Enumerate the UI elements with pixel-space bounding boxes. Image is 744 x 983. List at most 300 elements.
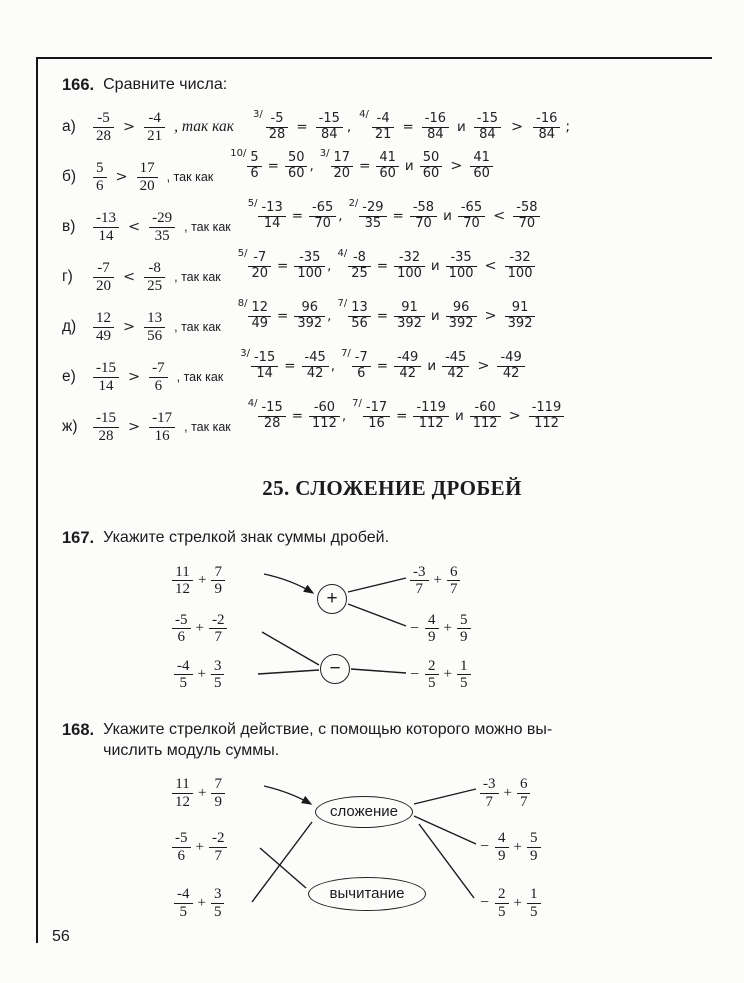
minus-sign-circle — [320, 654, 350, 684]
multiplier-mark: 7/ — [337, 298, 348, 310]
page-content — [62, 74, 722, 946]
handwritten-fraction — [497, 351, 524, 381]
handwritten-work — [240, 348, 524, 381]
printed-fraction — [149, 410, 175, 445]
fraction-denominator: 100 — [507, 265, 533, 281]
plus-sign: + — [198, 572, 207, 589]
handwritten-fraction — [422, 112, 449, 142]
line-minus-to-right3 — [351, 669, 406, 673]
fraction-denominator: 14 — [256, 365, 273, 381]
handwritten-work — [230, 148, 493, 181]
and-word: и — [454, 408, 464, 425]
handwritten-work — [247, 398, 564, 431]
fraction-denominator: 100 — [297, 265, 323, 281]
because-text: , так как — [184, 220, 231, 235]
printed-fraction — [172, 830, 191, 865]
handwritten-fraction — [294, 301, 325, 331]
handwritten-fraction — [446, 301, 477, 331]
addition-label: сложение — [330, 803, 398, 821]
fraction-numerator: 5 — [247, 151, 261, 167]
fraction-denominator: 25 — [147, 277, 163, 294]
fraction-denominator: 7 — [214, 847, 222, 864]
printed-fraction — [211, 886, 225, 921]
because-text: , так как — [174, 118, 235, 136]
fraction-sum-left-1 — [172, 776, 225, 811]
because-text: , так как — [166, 170, 214, 185]
plus-symbol: + — [326, 587, 338, 609]
handwritten-fraction — [372, 112, 395, 142]
printed-fraction — [425, 658, 439, 693]
handwritten-work — [237, 248, 536, 281]
equals-sign: = — [376, 358, 389, 375]
comma: , — [309, 158, 314, 175]
handwritten-inequality-sign: > — [123, 119, 136, 136]
comma: , — [327, 308, 332, 325]
line-addition-to-right3 — [419, 824, 474, 898]
problem-166-header — [62, 74, 722, 96]
multiplier-mark: 7/ — [341, 348, 351, 360]
addition-oval — [315, 796, 413, 828]
fraction-denominator: 6 — [177, 847, 185, 864]
fraction-denominator: 6 — [154, 377, 163, 394]
fraction-denominator: 56 — [147, 327, 163, 344]
fraction-sum-left-2 — [172, 830, 227, 865]
handwritten-fraction — [294, 251, 325, 281]
printed-fraction — [457, 612, 471, 647]
fraction-sum-left-2 — [172, 612, 227, 647]
because-text: , так как — [174, 270, 221, 285]
plus-sign: + — [195, 838, 204, 855]
fraction-numerator: 96 — [446, 301, 477, 317]
and-word: и — [430, 308, 440, 325]
multiplier-mark: 4/ — [337, 248, 348, 260]
fraction-numerator: -13 — [93, 210, 119, 228]
fraction-denominator: 70 — [314, 215, 331, 231]
printed-fraction — [93, 260, 114, 295]
fraction-denominator: 60 — [287, 165, 305, 181]
handwritten-fraction — [359, 201, 386, 231]
fraction-denominator: 35 — [154, 227, 170, 244]
handwritten-fraction — [251, 351, 278, 381]
line-sum2-to-minus — [262, 632, 319, 665]
fraction-denominator: 112 — [534, 415, 559, 431]
plus-sign: + — [503, 784, 512, 801]
comparison-item-b — [62, 148, 722, 196]
fraction-numerator: -2 — [209, 612, 228, 630]
item-label: в) — [62, 218, 76, 236]
handwritten-fraction — [316, 112, 343, 142]
handwritten-inequality-sign: > — [484, 308, 497, 325]
equals-sign: = — [284, 358, 296, 375]
fraction-denominator: 5 — [213, 903, 222, 920]
fraction-numerator: -5 — [172, 612, 191, 630]
fraction-numerator: 1 — [457, 658, 471, 676]
punctuation: ; — [565, 119, 571, 136]
title-line-2: числить модуль суммы. — [103, 742, 280, 760]
fraction-numerator: 50 — [420, 151, 443, 167]
printed-fraction — [93, 310, 114, 345]
fraction-numerator: -15 — [93, 360, 119, 378]
handwritten-fraction — [470, 401, 501, 431]
because-text: , так как — [176, 370, 224, 385]
handwritten-fraction — [470, 151, 493, 181]
fraction-denominator: 7 — [214, 629, 222, 646]
handwritten-inequality-sign: > — [128, 369, 141, 386]
minus-symbol: − — [329, 657, 341, 679]
handwritten-fraction — [376, 151, 399, 181]
connector-lines — [62, 562, 682, 707]
fraction-numerator: -15 — [316, 112, 343, 128]
item-label: а) — [62, 118, 76, 136]
fraction-numerator: 7 — [211, 776, 225, 794]
fraction-numerator: -3 — [410, 564, 429, 582]
fraction-denominator: 70 — [463, 215, 480, 231]
fraction-numerator: -7 — [149, 360, 168, 378]
fraction-numerator: -2 — [209, 830, 228, 848]
page-top-rule — [36, 57, 712, 59]
fraction-denominator: 5 — [213, 675, 222, 692]
fraction-denominator: 49 — [96, 327, 111, 344]
diagram-167 — [62, 562, 682, 707]
handwritten-inequality-sign: > — [123, 319, 136, 336]
because-text: , так как — [184, 420, 231, 435]
fraction-denominator: 6 — [96, 177, 104, 194]
fraction-numerator: 1 — [527, 886, 541, 904]
fraction-numerator: 5 — [527, 830, 541, 848]
line-plus-to-right2 — [348, 604, 406, 626]
fraction-denominator: 392 — [448, 315, 474, 331]
handwritten-inequality-sign: < — [484, 258, 497, 275]
multiplier-mark: 2/ — [348, 198, 359, 210]
fraction-numerator: -4 — [174, 658, 193, 676]
fraction-denominator: 84 — [427, 126, 444, 142]
fraction-numerator: -29 — [149, 210, 175, 228]
fraction-denominator: 49 — [251, 315, 269, 331]
plus-sign: + — [197, 894, 206, 911]
fraction-numerator: -7 — [93, 260, 114, 278]
comparison-item-v — [62, 198, 722, 246]
fraction-denominator: 6 — [177, 629, 185, 646]
fraction-denominator: 7 — [485, 793, 493, 810]
handwritten-fraction — [446, 251, 477, 281]
fraction-numerator: -15 — [258, 401, 285, 417]
handwritten-fraction — [363, 401, 390, 431]
comparison-item-d — [62, 298, 722, 346]
handwritten-fraction — [442, 351, 469, 381]
handwritten-fraction — [529, 401, 565, 431]
fraction-denominator: 16 — [154, 427, 170, 444]
fraction-denominator: 35 — [364, 215, 382, 231]
fraction-numerator: 13 — [144, 310, 165, 328]
problem-166 — [62, 74, 722, 446]
fraction-denominator: 6 — [357, 365, 366, 381]
fraction-numerator: -35 — [446, 251, 477, 267]
fraction-numerator: 91 — [394, 301, 425, 317]
fraction-numerator: 4 — [425, 612, 439, 630]
fraction-numerator: -15 — [93, 410, 119, 428]
fraction-numerator: -8 — [348, 251, 371, 267]
fraction-denominator: 28 — [268, 126, 286, 142]
equals-sign: = — [291, 208, 304, 225]
printed-fraction — [174, 658, 193, 693]
plus-sign: + — [197, 666, 206, 683]
fraction-denominator: 112 — [418, 415, 444, 431]
handwritten-fraction — [394, 251, 425, 281]
problem-167 — [62, 527, 722, 706]
and-word: и — [404, 158, 414, 175]
comparison-item-zh — [62, 398, 722, 446]
fraction-denominator: 70 — [518, 215, 536, 231]
fraction-numerator: 7 — [211, 564, 225, 582]
handwritten-inequality-sign: > — [511, 119, 524, 136]
plus-sign: + — [443, 620, 452, 637]
fraction-numerator: -49 — [394, 351, 421, 367]
fraction-numerator: -45 — [442, 351, 469, 367]
problem-number: 166. — [62, 76, 95, 94]
fraction-denominator: 42 — [502, 365, 520, 381]
fraction-denominator: 112 — [472, 415, 498, 431]
equals-sign: = — [291, 408, 304, 425]
line-sum3-to-minus — [258, 670, 319, 674]
handwritten-fraction — [505, 251, 536, 281]
fraction-denominator: 5 — [179, 903, 187, 920]
fraction-denominator: 20 — [139, 177, 155, 194]
fraction-denominator: 16 — [368, 415, 385, 431]
fraction-sum-right-3 — [480, 886, 541, 921]
problem-168-header — [62, 719, 722, 762]
fraction-denominator: 56 — [351, 315, 368, 331]
fraction-denominator: 25 — [351, 265, 368, 281]
printed-fraction — [527, 886, 541, 921]
equals-sign: = — [376, 258, 389, 275]
fraction-denominator: 42 — [306, 365, 324, 381]
fraction-numerator: 17 — [137, 160, 158, 178]
handwritten-fraction — [247, 151, 261, 181]
problem-title — [103, 719, 552, 762]
fraction-denominator: 6 — [250, 165, 259, 181]
handwritten-fraction — [505, 301, 536, 331]
plus-sign: + — [198, 784, 207, 801]
fraction-numerator: 6 — [517, 776, 531, 794]
fraction-numerator: 50 — [285, 151, 308, 167]
fraction-numerator: -60 — [309, 401, 340, 417]
handwritten-work — [237, 298, 536, 331]
equals-sign: = — [392, 208, 404, 225]
fraction-denominator: 20 — [251, 265, 269, 281]
fraction-sum-right-2 — [480, 830, 541, 865]
line-sum3-to-addition — [252, 822, 312, 902]
fraction-numerator: -5 — [266, 112, 289, 128]
handwritten-inequality-sign: > — [128, 419, 141, 436]
fraction-denominator: 100 — [448, 265, 474, 281]
handwritten-work — [253, 109, 571, 142]
multiplier-mark: 4/ — [247, 398, 258, 410]
page-left-rule — [36, 57, 38, 943]
fraction-numerator: 17 — [331, 151, 354, 167]
problem-168 — [62, 719, 722, 946]
fraction-denominator: 9 — [498, 847, 506, 864]
fraction-numerator: 2 — [425, 658, 439, 676]
line-addition-to-right2 — [414, 816, 476, 844]
minus-sign: − — [480, 838, 490, 856]
printed-fraction — [172, 564, 193, 599]
because-text: , так как — [174, 320, 221, 335]
fraction-numerator: 13 — [348, 301, 371, 317]
fraction-numerator: -58 — [410, 201, 437, 217]
fraction-numerator: -5 — [93, 110, 114, 128]
fraction-numerator: -15 — [474, 112, 501, 128]
fraction-denominator: 42 — [399, 365, 416, 381]
printed-fraction — [93, 110, 114, 145]
equals-sign: = — [376, 308, 389, 325]
printed-fraction — [410, 564, 429, 599]
fraction-denominator: 7 — [449, 581, 458, 598]
fraction-denominator: 9 — [530, 847, 538, 864]
printed-fraction — [93, 410, 119, 445]
fraction-denominator: 5 — [530, 903, 538, 920]
printed-fraction — [172, 776, 193, 811]
fraction-numerator: -16 — [533, 112, 560, 128]
fraction-numerator: -45 — [302, 351, 329, 367]
fraction-numerator: 11 — [172, 776, 193, 794]
handwritten-fraction — [420, 151, 443, 181]
equals-sign: = — [402, 119, 414, 136]
fraction-denominator: 21 — [147, 127, 163, 144]
printed-fraction — [495, 830, 509, 865]
printed-fraction — [495, 886, 509, 921]
line-plus-to-right1 — [348, 578, 406, 592]
fraction-denominator: 84 — [320, 126, 338, 142]
fraction-numerator: 12 — [93, 310, 114, 328]
handwritten-inequality-sign: < — [493, 208, 506, 225]
fraction-numerator: 96 — [294, 301, 325, 317]
fraction-numerator: -49 — [497, 351, 524, 367]
printed-fraction — [144, 110, 165, 145]
fraction-denominator: 42 — [447, 365, 464, 381]
fraction-denominator: 5 — [460, 675, 468, 692]
fraction-denominator: 84 — [479, 126, 496, 142]
fraction-numerator: -4 — [372, 112, 395, 128]
equals-sign: = — [359, 158, 371, 175]
fraction-denominator: 21 — [374, 126, 392, 142]
fraction-numerator: -119 — [413, 401, 449, 417]
fraction-sum-right-1 — [480, 776, 530, 811]
fraction-numerator: 3 — [211, 658, 225, 676]
printed-fraction — [144, 260, 165, 295]
printed-fraction — [457, 658, 471, 693]
and-word: и — [430, 258, 440, 275]
fraction-sum-right-1 — [410, 564, 460, 599]
equals-sign: = — [267, 158, 279, 175]
fraction-numerator: -29 — [359, 201, 386, 217]
multiplier-mark: 7/ — [352, 398, 362, 410]
comma: , — [327, 258, 332, 275]
handwritten-inequality-sign: > — [115, 169, 128, 186]
comparison-item-e — [62, 348, 722, 396]
fraction-denominator: 28 — [96, 127, 111, 144]
item-label: г) — [62, 268, 73, 286]
handwritten-fraction — [410, 201, 437, 231]
fraction-sum-left-1 — [172, 564, 225, 599]
plus-sign-circle — [317, 584, 347, 614]
fraction-numerator: -3 — [480, 776, 499, 794]
handwritten-fraction — [248, 301, 271, 331]
fraction-numerator: 41 — [376, 151, 399, 167]
handwritten-fraction — [331, 151, 354, 181]
minus-sign: − — [410, 665, 420, 683]
plus-sign: + — [195, 620, 204, 637]
fraction-numerator: 3 — [211, 886, 225, 904]
printed-fraction — [211, 658, 225, 693]
handwritten-fraction — [394, 351, 421, 381]
handwritten-fraction — [309, 401, 340, 431]
printed-fraction — [480, 776, 499, 811]
printed-fraction — [149, 210, 175, 245]
problem-number: 167. — [62, 529, 95, 548]
fraction-numerator: 5 — [93, 160, 107, 178]
minus-sign: − — [480, 894, 490, 912]
fraction-denominator: 14 — [263, 215, 281, 231]
problem-number: 168. — [62, 720, 95, 739]
fraction-sum-right-2 — [410, 612, 471, 647]
item-label: ж) — [62, 418, 78, 436]
multiplier-mark: 5/ — [247, 198, 258, 210]
fraction-denominator: 9 — [214, 793, 222, 810]
printed-fraction — [144, 310, 165, 345]
fraction-denominator: 28 — [263, 415, 281, 431]
fraction-numerator: -8 — [144, 260, 165, 278]
fraction-numerator: 4 — [495, 830, 509, 848]
multiplier-mark: 4/ — [359, 109, 369, 121]
printed-fraction — [425, 612, 439, 647]
fraction-denominator: 5 — [498, 903, 506, 920]
fraction-numerator: -32 — [505, 251, 536, 267]
arrow-sum1-to-addition — [264, 786, 311, 804]
printed-fraction — [174, 886, 193, 921]
fraction-denominator: 12 — [175, 793, 190, 810]
equals-sign: = — [396, 408, 408, 425]
printed-fraction — [149, 360, 168, 395]
item-label: б) — [62, 168, 77, 186]
equals-sign: = — [296, 119, 308, 136]
printed-fraction — [211, 776, 225, 811]
handwritten-fraction — [513, 201, 540, 231]
handwritten-inequality-sign: > — [450, 158, 463, 175]
fraction-denominator: 7 — [519, 793, 528, 810]
fraction-denominator: 60 — [422, 165, 440, 181]
fraction-denominator: 9 — [428, 629, 436, 646]
plus-sign: + — [513, 838, 522, 855]
printed-fraction — [447, 564, 461, 599]
handwritten-fraction — [258, 201, 285, 231]
printed-fraction — [211, 564, 225, 599]
handwritten-fraction — [533, 112, 560, 142]
handwritten-work — [247, 198, 541, 231]
comma: , — [338, 208, 343, 225]
equals-sign: = — [277, 258, 289, 275]
fraction-numerator: -58 — [513, 201, 540, 217]
fraction-denominator: 7 — [415, 581, 423, 598]
arrow-sum1-to-plus — [264, 574, 313, 593]
printed-fraction — [209, 830, 228, 865]
section-heading: 25. СЛОЖЕНИЕ ДРОБЕЙ — [262, 476, 522, 501]
fraction-numerator: 41 — [470, 151, 493, 167]
fraction-denominator: 12 — [175, 581, 190, 598]
subtraction-oval — [308, 877, 426, 911]
fraction-denominator: 392 — [297, 315, 323, 331]
printed-fraction — [93, 210, 119, 245]
fraction-denominator: 60 — [379, 165, 396, 181]
